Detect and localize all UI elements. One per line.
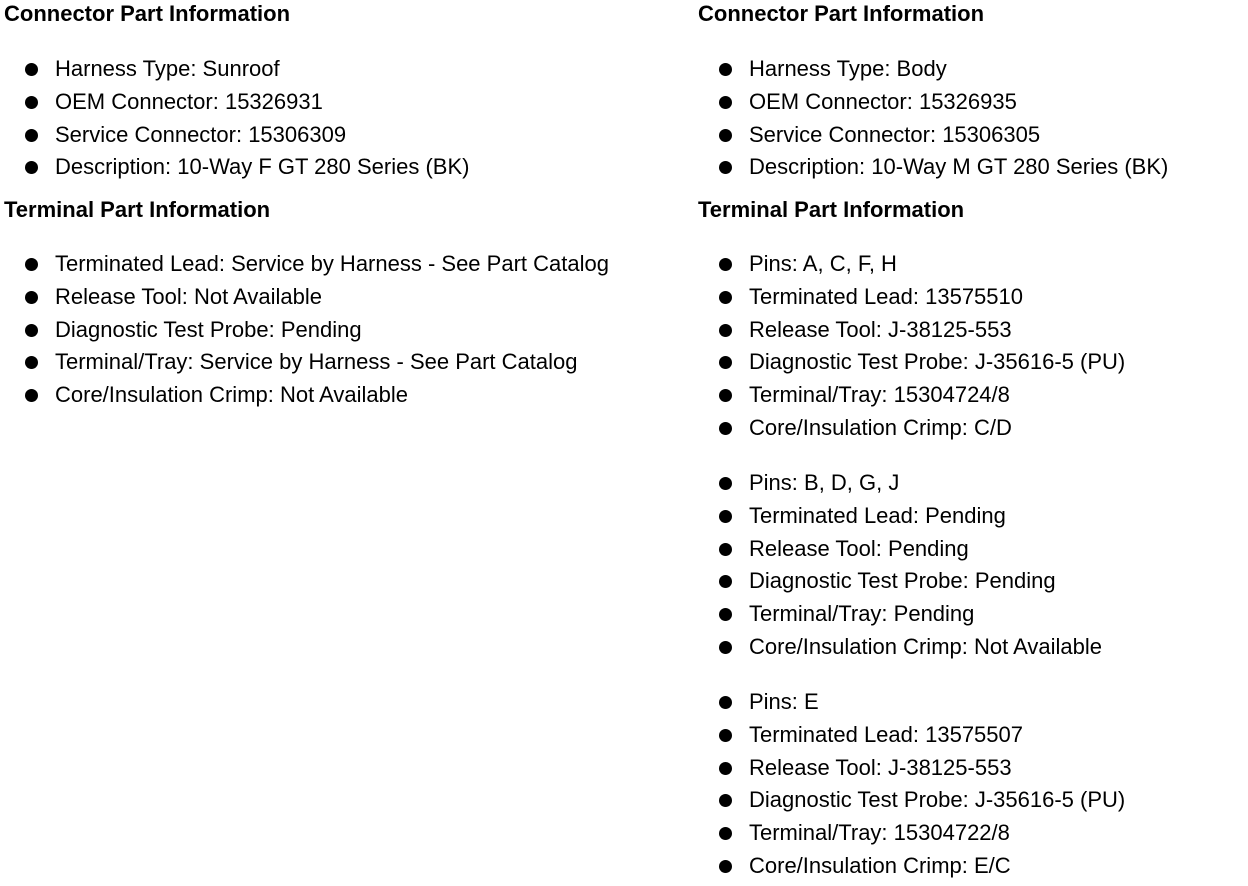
bullet-icon — [25, 389, 38, 402]
list-item-text: Diagnostic Test Probe: J-35616-5 (PU) — [749, 787, 1126, 813]
bullet-icon — [719, 389, 732, 402]
list-item-text: Diagnostic Test Probe: Pending — [749, 568, 1056, 594]
list-item — [698, 817, 1125, 850]
list-item-text: Terminated Lead: 13575507 — [749, 721, 1023, 747]
bullet-icon — [719, 258, 732, 271]
list-item-text: Harness Type: Body — [749, 56, 947, 81]
list-item-text: Pins: A, C, F, H — [749, 251, 897, 276]
list-item-text: Core/Insulation Crimp: Not Available — [749, 633, 1102, 659]
left-connector-heading: Connector Part Information — [4, 1, 291, 26]
right-connector-list — [698, 53, 1168, 184]
bullet-icon — [719, 477, 732, 490]
list-item-text: Description: 10-Way M GT 280 Series (BK) — [749, 154, 1169, 180]
list-item-text: Terminal/Tray: Pending — [749, 601, 975, 627]
list-item-text: Terminated Lead: Service by Harness - See Part Catalog — [55, 251, 609, 276]
bullet-icon — [719, 291, 732, 304]
list-item — [698, 784, 1125, 817]
list-item — [4, 151, 469, 184]
list-item-text: Diagnostic Test Probe: Pending — [55, 316, 362, 342]
bullet-icon — [719, 356, 732, 369]
list-item — [698, 467, 1102, 500]
list-item — [4, 248, 609, 281]
list-item — [698, 719, 1125, 752]
bullet-icon — [719, 794, 732, 807]
bullet-icon — [719, 510, 732, 523]
list-item — [698, 686, 1125, 719]
list-item-text: Release Tool: J-38125-553 — [749, 316, 1012, 342]
bullet-icon — [719, 63, 732, 76]
list-item-text: Harness Type: Sunroof — [55, 56, 280, 81]
list-item — [4, 281, 609, 314]
right-terminal-group-2 — [698, 467, 1102, 664]
right-connector-heading: Connector Part Information — [698, 1, 985, 26]
list-item — [698, 412, 1125, 445]
list-item-text: Diagnostic Test Probe: J-35616-5 (PU) — [749, 349, 1126, 375]
bullet-icon — [25, 129, 38, 142]
bullet-icon — [25, 324, 38, 337]
list-item — [698, 119, 1168, 152]
list-item-text: Service Connector: 15306309 — [55, 121, 347, 147]
list-item-text: Terminated Lead: Pending — [749, 502, 1006, 528]
list-item — [698, 86, 1168, 119]
list-item — [698, 631, 1102, 664]
list-item-text: Release Tool: J-38125-553 — [749, 754, 1012, 780]
list-item-text: Pins: E — [749, 689, 819, 714]
left-terminal-list — [4, 248, 609, 412]
bullet-icon — [719, 129, 732, 142]
list-item-text: Description: 10-Way F GT 280 Series (BK) — [55, 154, 470, 180]
left-connector-list — [4, 53, 469, 184]
list-item — [4, 379, 609, 412]
bullet-icon — [719, 762, 732, 775]
list-item — [698, 151, 1168, 184]
list-item-text: OEM Connector: 15326935 — [749, 88, 1017, 114]
list-item — [698, 598, 1102, 631]
bullet-icon — [719, 696, 732, 709]
right-terminal-heading: Terminal Part Information — [698, 197, 965, 222]
bullet-icon — [25, 63, 38, 76]
bullet-icon — [719, 575, 732, 588]
bullet-icon — [719, 324, 732, 337]
list-item — [4, 119, 469, 152]
bullet-icon — [719, 729, 732, 742]
bullet-icon — [25, 291, 38, 304]
list-item — [698, 248, 1125, 281]
list-item — [698, 752, 1125, 785]
bullet-icon — [719, 161, 732, 174]
list-item-text: Release Tool: Not Available — [55, 283, 323, 309]
bullet-icon — [719, 608, 732, 621]
list-item — [698, 53, 1168, 86]
list-item — [698, 346, 1125, 379]
list-item-text: Pins: B, D, G, J — [749, 470, 900, 495]
left-terminal-heading: Terminal Part Information — [4, 197, 271, 222]
bullet-icon — [719, 543, 732, 556]
list-item — [4, 346, 609, 379]
list-item-text: Terminal/Tray: 15304722/8 — [749, 820, 1010, 846]
list-item — [698, 533, 1102, 566]
list-item — [4, 314, 609, 347]
list-item — [698, 379, 1125, 412]
bullet-icon — [719, 641, 732, 654]
bullet-icon — [25, 96, 38, 109]
list-item — [698, 500, 1102, 533]
list-item — [698, 850, 1125, 883]
list-item-text: Core/Insulation Crimp: Not Available — [55, 382, 408, 408]
bullet-icon — [719, 422, 732, 435]
bullet-icon — [25, 161, 38, 174]
list-item — [4, 53, 469, 86]
bullet-icon — [25, 356, 38, 369]
bullet-icon — [25, 258, 38, 271]
list-item-text: Core/Insulation Crimp: C/D — [749, 414, 1012, 440]
bullet-icon — [719, 827, 732, 840]
list-item-text: Terminal/Tray: Service by Harness - See Part Catalog — [55, 349, 578, 375]
bullet-icon — [719, 96, 732, 109]
list-item-text: OEM Connector: 15326931 — [55, 88, 323, 114]
list-item — [698, 565, 1102, 598]
list-item — [698, 281, 1125, 314]
list-item — [4, 86, 469, 119]
list-item-text: Core/Insulation Crimp: E/C — [749, 852, 1011, 878]
list-item-text: Terminal/Tray: 15304724/8 — [749, 382, 1010, 408]
list-item — [698, 314, 1125, 347]
list-item-text: Service Connector: 15306305 — [749, 121, 1041, 147]
list-item-text: Terminated Lead: 13575510 — [749, 283, 1023, 309]
right-terminal-group-1 — [698, 248, 1125, 445]
right-terminal-group-3 — [698, 686, 1125, 883]
list-item-text: Release Tool: Pending — [749, 535, 969, 561]
bullet-icon — [719, 860, 732, 873]
